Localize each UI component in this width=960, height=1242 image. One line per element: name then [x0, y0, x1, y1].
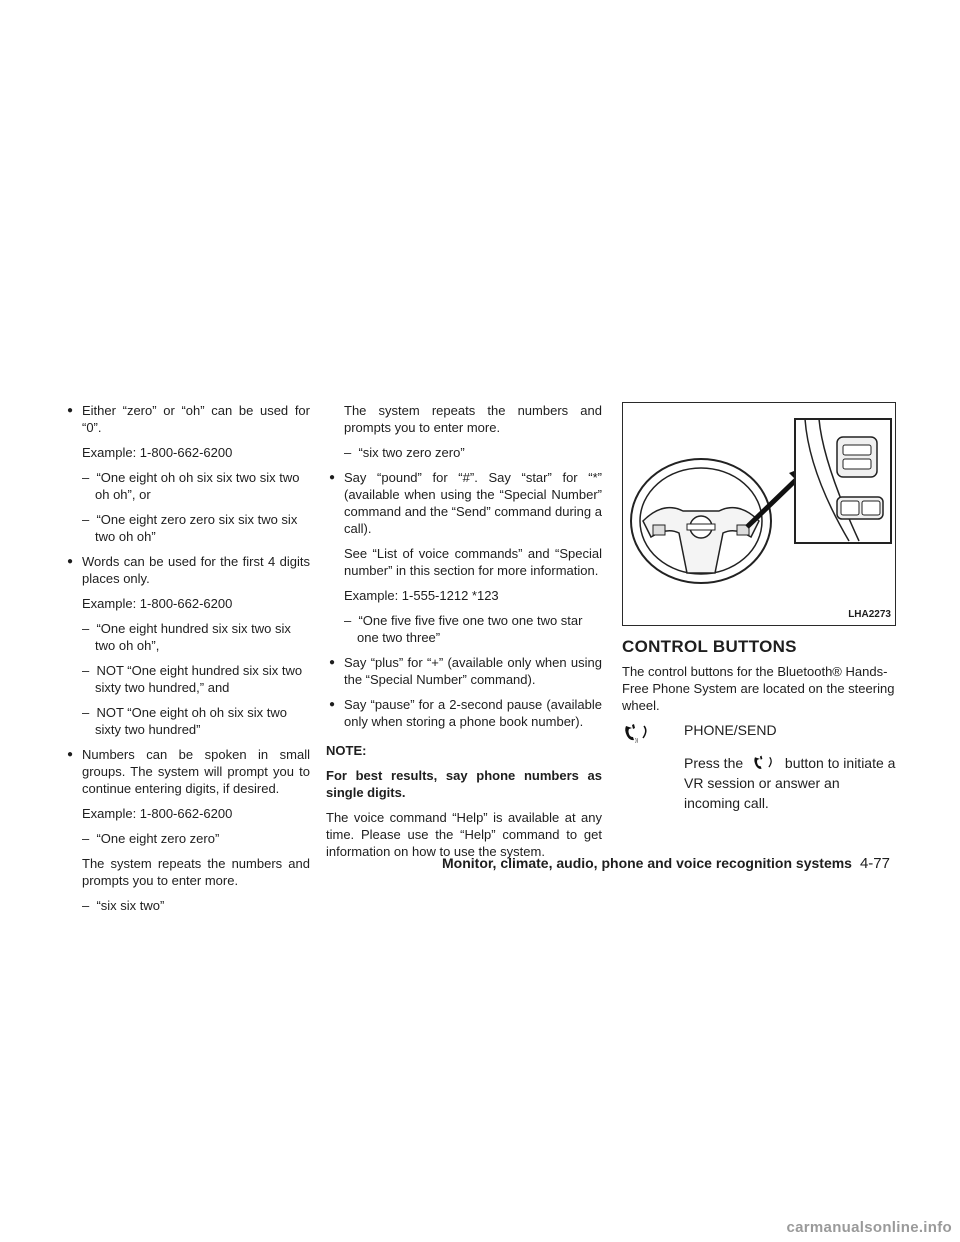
example-phrase: – “One eight oh oh six six two six two oh oh”, or [64, 469, 310, 503]
chapter-title: Monitor, climate, audio, phone and voice recognition systems [442, 855, 852, 871]
example: Example: 1-800-662-6200 [82, 806, 233, 821]
example: Example: 1-800-662-6200 [82, 596, 233, 611]
button-desc-post: button to initiate a VR session or answer an incoming call. [684, 755, 896, 811]
intro-text: The control buttons for the Bluetooth® Hands-Free Phone System are located on the steering wheel. [622, 664, 895, 713]
example: Example: 1-800-662-6200 [82, 445, 233, 460]
example-phrase: – “One eight hundred six six two six two oh oh”, [64, 620, 310, 654]
example-phrase: – NOT “One eight oh oh six six two sixty two hundred” [64, 704, 310, 738]
example-phrase: – “six six two” [64, 897, 310, 914]
column-left [64, 402, 310, 922]
repeat-text: The system repeats the numbers and prompts you to enter more. [82, 856, 310, 888]
example: Example: 1-555-1212 *123 [344, 588, 499, 603]
steering-wheel-illustration [623, 403, 895, 625]
column-middle [326, 402, 602, 868]
bullet-words: ● Words can be used for the first 4 digits places only. [64, 553, 310, 587]
figure-label: LHA2273 [848, 609, 891, 620]
column-right [622, 402, 896, 827]
note-bold: For best results, say phone numbers as single digits. [326, 768, 602, 800]
example-phrase: – “One eight zero zero six six two six two oh oh” [64, 511, 310, 545]
repeat-text: The system repeats the numbers and prompts you to enter more. [344, 403, 602, 435]
example-phrase: – “six two zero zero” [326, 444, 602, 461]
bullet-pound-star: ● Say “pound” for “#”. Say “star” for “*” (available when using the “Special Number” command and the “Send” command during a call). [326, 469, 602, 537]
note-text: The voice command “Help” is available at any time. Please use the “Help” command to get information on how to use the system. [326, 810, 602, 859]
bullet-plus: ● Say “plus” for “+” (available only when using the “Special Number” command). [326, 654, 602, 688]
example-phrase: – “One eight zero zero” [64, 830, 310, 847]
button-description [684, 753, 896, 813]
steering-wheel-figure [622, 402, 896, 626]
button-desc-pre: Press the [684, 755, 744, 771]
page-footer [0, 855, 890, 872]
svg-text:)): )) [635, 738, 639, 744]
button-name: PHONE/SEND [684, 722, 777, 738]
page-number: 4-77 [859, 855, 890, 872]
example-phrase: – NOT “One eight hundred six six two sixty two hundred,” and [64, 662, 310, 696]
phone-send-icon [622, 722, 652, 744]
example-phrase: – “One five five five one two one two star one two three” [326, 612, 602, 646]
bullet-pause: ● Say “pause” for a 2-second pause (available only when storing a phone book number). [326, 696, 602, 730]
bullet-small-groups: ● Numbers can be spoken in small groups. The system will prompt you to continue entering digits, if desired. [64, 746, 310, 797]
bullet-zero-oh: ● Either “zero” or “oh” can be used for “0”. [64, 402, 310, 436]
phone-send-icon [747, 754, 781, 772]
phone-send-entry [622, 722, 896, 813]
note-heading: NOTE: [326, 743, 367, 758]
watermark: carmanualsonline.info [786, 1219, 952, 1236]
see-reference: See “List of voice commands” and “Special number” in this section for more information. [344, 546, 602, 578]
section-title: CONTROL BUTTONS [622, 637, 797, 656]
